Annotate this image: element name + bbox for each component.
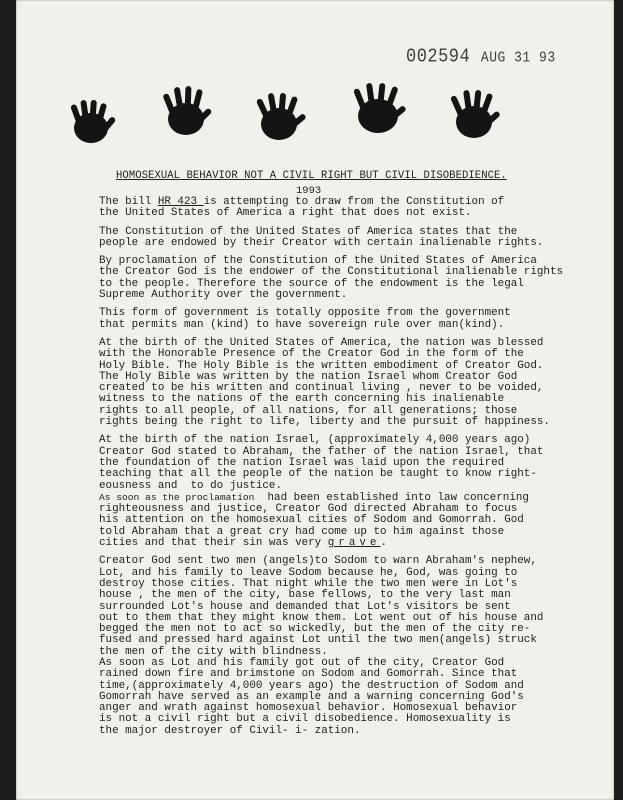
paragraph-2: The Constitution of the United States of America states that the people are endowed by their Creator with certain inalienable rights. [99,225,544,249]
paragraph-4: This form of government is totally opposite from the government that permits man (kind) to have sovereign rule over man(kind). [99,307,511,331]
stamp-date: AUG 31 93 [480,48,556,67]
p6-main: At the birth of the nation Israel, (approximately 4,000 years ago) Creator God stated to Abraham, the father of the nation Israel, that the foundation of the nation Israel was laid upon the required teaching that all the people of the nation be taught to know right- eousness and to do justice. [99,434,544,492]
paragraph-7: Creator God sent two men (angels)to Sodom to warn Abraham's nephew, Lot, and his family to leave Sodom because he, God, was going to destroy those cities. That night while the two men were in Lot's house , the men of the city, base fellows, to the very last man surrounded Lot's house and demanded that Lot's visitors be sent out to them that they might know them. Lot went out of his house and begged the men not to act so wickedly, but the men of the city re- fused and pressed hard against Lot until the two men(angels) struck the men of the city with blindness. [99,555,544,658]
stamp-number: 002594 [406,46,471,69]
handprint-5 [446,88,502,142]
paragraph-6 [99,435,599,549]
document-year: 1993 [296,185,322,197]
handprint-1 [66,98,116,146]
p6-rest: had been established into law concerning righteousness and justice, Creator God directed Abraham to focus his attention on the homosexual cities of Sodom and Gomorrah. God told Abraham that a great cry had come up to him against those cities and that their sin was very [99,491,529,550]
document-title: HOMOSEXUAL BEHAVIOR NOT A CIVIL RIGHT BUT CIVIL DISOBEDIENCE. [116,170,507,182]
handprint-2 [161,85,213,139]
paragraph-5: At the birth of the United States of America, the nation was blessed with the Honorable Presence of the Creator God in the form of the Holy Bible. The Holy Bible is the written embodiment of Creator God. The Holy Bible was written by the nation Israel whom Creator God created to be his written and continual living , never to be voided, witness to the nations of the earth concerning his inalienable rights to all people, of all nations, for all generations; those rights being the right to life, liberty and the pursuit of happiness. [99,336,550,429]
paragraph-8: As soon as Lot and his family got out of the city, Creator God rained down fire and brimstone on Sodom and Gomorrah. Since that time,(approximately 4,000 years ago) the destruction of Sodom and Gomorrah have served as an example and a warning concerning God's anger and wrath against homosexual behavior. Homosexual behavior is not a civil right but a civil disobedience. Homosexuality is the major destroyer of Civil- i- zation. [99,656,524,737]
document-page [16,0,614,800]
paragraph-3: By proclamation of the Constitution of the United States of America the Creator God is the endower of the Constitutional inalienable rights to the people. Therefore the source of the endowment is the legal Supreme Authority over the government. [99,255,564,302]
handprint-4 [348,82,408,138]
bill-reference: HR 423 [157,196,204,208]
handprint-row [16,0,614,170]
p1-pre: The bill [99,196,158,208]
paragraph-1 [99,197,599,220]
handprint-3 [252,92,306,144]
p1-post: is attempting to draw from the Constitution of the United States of America a right that does not exist. [99,196,505,220]
p6-end: . [380,537,387,550]
p6-small: As soon as the proclamation [99,491,255,503]
document-body [99,197,599,744]
word-grave: grave [327,537,381,550]
